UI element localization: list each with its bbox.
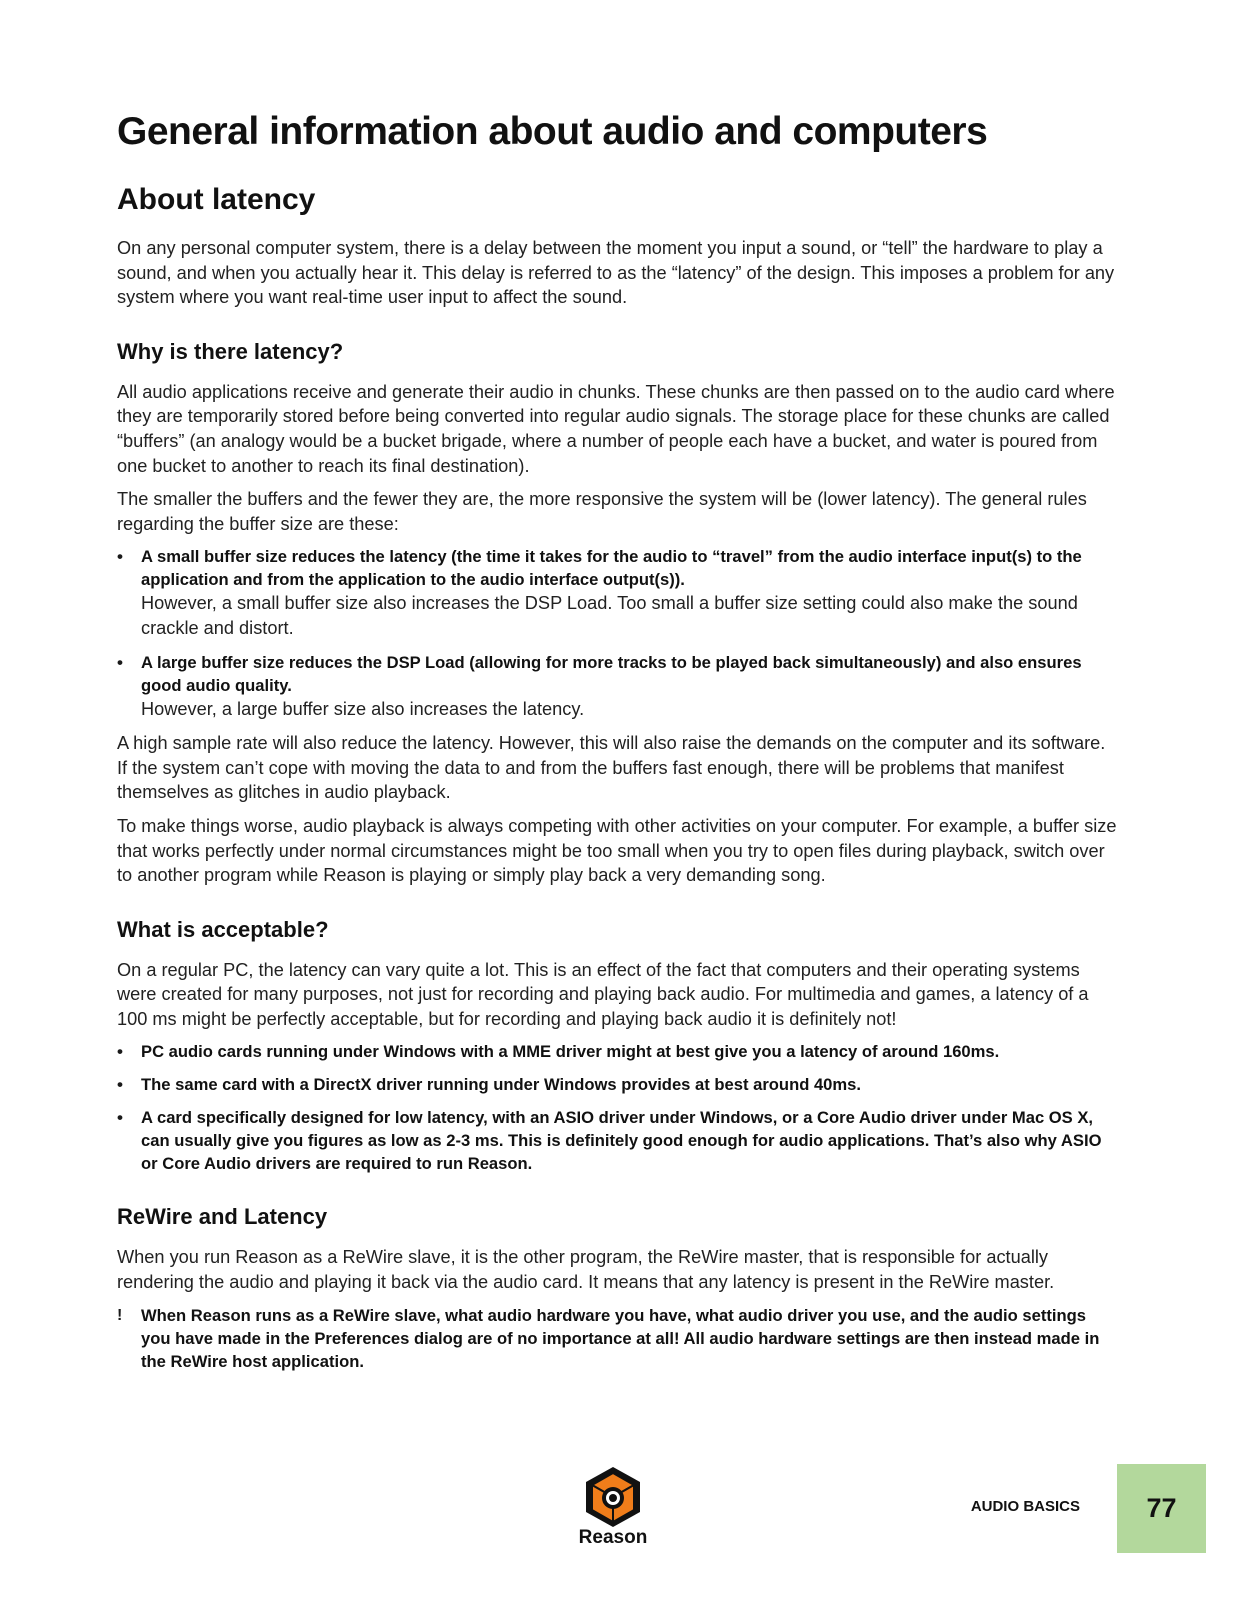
bullet-normal-text: However, a small buffer size also increases the DSP Load. Too small a buffer size setting could also make the sound crackle and distort. — [141, 593, 1078, 638]
bullet-bold-text: A small buffer size reduces the latency (the time it takes for the audio to “travel” from the audio interface input(s) to the application and from the application to the audio interface output(s)). — [141, 547, 1082, 590]
bullet-mark: • — [117, 1108, 123, 1128]
logo-text: Reason — [578, 1527, 648, 1548]
list-item — [117, 651, 1117, 722]
bullet-bold-text: A large buffer size reduces the DSP Load (allowing for more tracks to be played back simultaneously) and also ensures good audio quality. — [141, 652, 1082, 695]
page-number-box — [1117, 1464, 1206, 1553]
buffer-rules-list — [117, 545, 1117, 721]
why-paragraph-4: To make things worse, audio playback is always competing with other activities on your computer. For example, a buffer size that works perfectly under normal circumstances might be too small when you try to open files during playback, switch over to another program while Reason is playing or simply play back a very demanding song. — [117, 815, 1117, 886]
note-text: When Reason runs as a ReWire slave, what audio hardware you have, what audio driver you use, and the audio settings you have made in the Preferences dialog are of no importance at all! All audio hardware settings are then instead made in the ReWire host application. — [141, 1305, 1100, 1371]
list-item — [117, 1073, 1117, 1096]
latency-figures-list — [117, 1040, 1117, 1175]
bullet-mark: • — [117, 1075, 123, 1095]
bullet-bold-text: PC audio cards running under Windows with a MME driver might at best give you a latency of around 160ms. — [141, 1042, 1000, 1062]
list-item — [117, 1106, 1117, 1175]
heading-what-acceptable: What is acceptable? — [117, 916, 329, 942]
why-paragraph-3: A high sample rate will also reduce the latency. However, this will also raise the demands on the computer and its software. If the system can’t cope with moving the data to and from the buffers fast enough, there will be problems that manifest themselves as glitches in audio playback. — [117, 733, 1106, 803]
acceptable-paragraph: On a regular PC, the latency can vary quite a lot. This is an effect of the fact that computers and their operating systems were created for many purposes, not just for recording and playing back audio. For multimedia and games, a latency of a 100 ms might be perfectly acceptable, but for recording and playing back audio it is definitely not! — [117, 959, 1089, 1029]
bullet-mark: • — [117, 652, 123, 672]
bullet-bold-text: The same card with a DirectX driver running under Windows provides at best around 40ms. — [141, 1075, 861, 1095]
reason-logo — [572, 1465, 654, 1555]
why-paragraph-1: All audio applications receive and generate their audio in chunks. These chunks are then passed on to the audio card where they are temporarily stored before being converted into regular audio signals. The storage place for these chunks are called “buffers” (an analogy would be a bucket brigade, where a number of people each have a bucket, and water is poured from one bucket to another to reach its final destination). — [117, 381, 1115, 476]
heading-why-latency: Why is there latency? — [117, 338, 344, 364]
bullet-mark: • — [117, 1042, 123, 1062]
intro-paragraph: On any personal computer system, there is a delay between the moment you input a sound, or “tell” the hardware to play a sound, and when you actually hear it. This delay is referred to as the “latency” of the design. This imposes a problem for any system where you want real-time user input to affect the sound. — [117, 238, 1115, 308]
important-note — [117, 1304, 1117, 1373]
page-title: General information about audio and computers — [117, 110, 988, 153]
bullet-mark: • — [117, 547, 123, 567]
bullet-normal-text: However, a large buffer size also increases the latency. — [141, 698, 585, 719]
reason-logo-icon — [580, 1465, 646, 1529]
heading-rewire-latency: ReWire and Latency — [117, 1204, 328, 1230]
bullet-bold-text: A card specifically designed for low latency, with an ASIO driver under Windows, or a Core Audio driver under Mac OS X, can usually give you figures as low as 2-3 ms. This is definitely good enough for audio applications. That’s also why ASIO or Core Audio drivers are required to run Reason. — [141, 1108, 1102, 1174]
page-number: 77 — [1146, 1493, 1177, 1523]
section-label: AUDIO BASICS — [970, 1498, 1080, 1515]
rewire-paragraph: When you run Reason as a ReWire slave, it is the other program, the ReWire master, that is responsible for actually rendering the audio and playing it back via the audio card. It means that any latency is present in the ReWire master. — [117, 1247, 1055, 1293]
section-heading-about-latency: About latency — [117, 183, 316, 216]
why-paragraph-2: The smaller the buffers and the fewer they are, the more responsive the system will be (lower latency). The general rules regarding the buffer size are these: — [117, 489, 1087, 534]
list-item — [117, 545, 1117, 640]
list-item — [117, 1040, 1117, 1063]
page-content — [117, 108, 1117, 1373]
exclamation-icon: ! — [117, 1306, 123, 1324]
